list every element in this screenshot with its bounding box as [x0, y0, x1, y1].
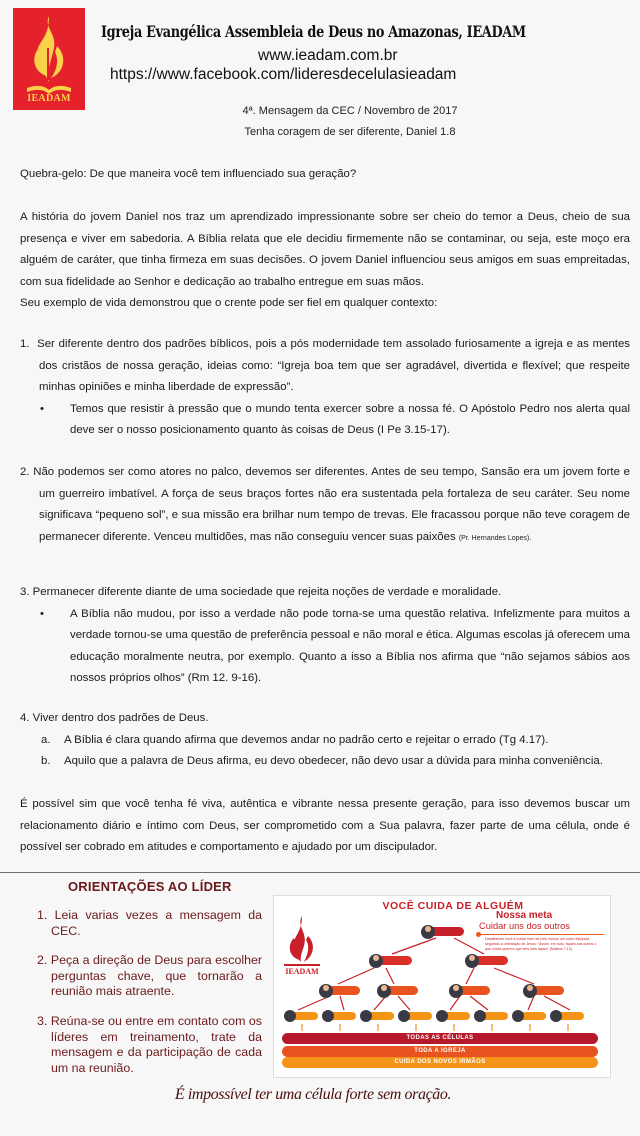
care-infographic	[273, 895, 611, 1078]
point-2-citation: (Pr. Hernandes Lopes).	[458, 534, 532, 542]
header	[0, 0, 640, 150]
level-2-nodes	[369, 954, 508, 968]
level-3-nodes	[319, 984, 564, 998]
subitem-text: Aquilo que a palavra de Deus afirma, eu devo obedecer, não devo usar a dúvida para minha conveniência.	[64, 755, 603, 768]
svg-text:IEADAM: IEADAM	[285, 967, 319, 976]
intro-lead-in: Seu exemplo de vida demonstrou que o crente pode ser fiel em qualquer contexto:	[20, 297, 438, 310]
leader-title: ORIENTAÇÕES AO LÍDER	[68, 879, 232, 894]
point-3-text	[20, 582, 630, 604]
point-2-body: Não podemos ser como atores no palco, devemos ser diferentes. Antes de seu tempo, Sansão era um jovem forte e um guerreiro imbatível. A força de seus braços fortes não era sustentada pela fortaleza de seu caráter. Seu nome significava “pequeno sol”, e sua missão era brilhar num tempo de trevas. Ele fracassou porque não teve coragem de permanecer diferente. Venceu multidões, mas não conseguiu vencer suas paixões	[33, 466, 630, 543]
leader-list	[37, 908, 262, 1090]
point-1-bullet	[20, 399, 630, 442]
goal-text: Desafiamos você a cuidar bem de pelo menos um outro discípulo, seguindo a orientação de Jesus: "Assim, em tudo, façam aos outros o que vocês querem que eles lhes façam" (Mateus 7.12)	[485, 937, 597, 951]
church-name: Igreja Evangélica Assembleia de Deus no Amazonas, IEADAM	[101, 22, 526, 41]
bullet-icon: •	[40, 607, 44, 620]
intro-paragraph	[20, 207, 630, 315]
message-title: Tenha coragem de ser diferente, Daniel 1.8	[244, 126, 456, 138]
facebook-link[interactable]: https://www.facebook.com/lideresdecelulasieadam	[110, 66, 457, 83]
level-1-node	[421, 925, 464, 939]
point-1-number: 1.	[20, 338, 30, 350]
point-2-number: 2.	[20, 466, 30, 478]
point-4-subitem-b	[20, 751, 630, 773]
point-4-subitem-a	[20, 730, 630, 752]
point-4-text	[20, 708, 630, 730]
point-1-text	[20, 334, 630, 399]
point-4-body: Viver dentro dos padrões de Deus.	[32, 712, 209, 724]
bullet-icon: •	[40, 402, 44, 415]
band-all-cells: TODAS AS CÉLULAS	[282, 1033, 598, 1044]
leader-item: 2. Peça a direção de Deus para escolher perguntas chave, que tornarão a reunião mais atraente.	[37, 953, 262, 999]
point-1-bullet-text: Temos que resistir à pressão que o mundo tenta exercer sobre a nossa fé. O Apóstolo Pedro nos alerta qual deve ser o nosso posicionamento quanto às coisas de Deus (I Pe 3.15-17).	[70, 402, 630, 437]
closing-quote: É impossível ter uma célula forte sem oração.	[174, 1086, 452, 1103]
subitem-label: a.	[41, 733, 51, 746]
point-3-bullet-text: A Bíblia não mudou, por isso a verdade não pode torna-se uma questão relativa. Infelizmente para muitos a verdade tornou-se uma questão de preferência pessoal e não moral e ética. Algumas escolas já oferecem uma educação moralmente neutra, por exemplo. Quanto a isso a Bíblia nos afirma que “não sejamos sábios aos nossos próprios olhos” (Rm 12. 9-16).	[70, 607, 630, 685]
band-connectors	[302, 1024, 568, 1031]
point-2-text	[20, 462, 630, 549]
point-3-bullet	[20, 604, 630, 690]
leader-item: 3. Reúna-se ou entre em contato com os líderes em treinamento, trate da mensagem e da participação de cada um na reunião.	[37, 1013, 262, 1075]
band-new-members: CUIDA DOS NOVOS IRMÃOS	[282, 1057, 598, 1068]
point-1	[20, 334, 630, 442]
subitem-text: A Bíblia é clara quando afirma que devemos andar no padrão certo e rejeitar o errado (Tg 4.17).	[64, 733, 549, 746]
goal-title: Nossa meta	[496, 910, 553, 921]
website-link[interactable]: www.ieadam.com.br	[258, 47, 398, 64]
intro-text: A história do jovem Daniel nos traz um aprendizado impressionante sobre ser cheio do temor a Deus, cheio de sua presença e viver em sabedoria. A Bíblia relata que ele decidiu firmemente não se contaminar, ou seja, este moço era alguém de caráter, que tinha firmeza em suas decisões. O jovem Daniel influenciou seus amigos em suas empreitadas, com sua fidelidade ao Senhor e dedicação ao trabalho entregue em suas mãos.	[20, 211, 630, 288]
point-4	[20, 708, 630, 773]
icebreaker: Quebra-gelo: De que maneira você tem influenciado sua geração?	[20, 168, 357, 180]
point-3-body: Permanecer diferente diante de uma sociedade que rejeita noções de verdade e moralidade.	[32, 586, 502, 598]
goal-subtitle: Cuidar uns dos outros	[479, 921, 570, 931]
logo-text: IEADAM	[27, 93, 71, 104]
goal-underline	[478, 934, 604, 935]
level-4-nodes	[284, 1010, 584, 1022]
band-whole-church: TODA A IGREJA	[282, 1046, 598, 1057]
discipleship-tree	[274, 896, 612, 1036]
subitem-label: b.	[41, 755, 51, 768]
point-1-body: Ser diferente dentro dos padrões bíblicos, pois a pós modernidade tem assolado furiosamente a igreja e as mentes dos cristãos de nossa geração, ideias como: “Igreja boa tem que ser agradável, divertida e flexível; que respeite minhas opiniões e minha liberdade de expressão”.	[37, 338, 630, 394]
point-3	[20, 582, 630, 690]
infographic-title: VOCÊ CUIDA DE ALGUÉM	[382, 900, 524, 912]
point-2	[20, 462, 630, 549]
conclusion: É possível sim que você tenha fé viva, autêntica e vibrante nessa presente geração, para isso devemos buscar um relacionamento diário e íntimo com Deus, ser comprometido com a Sua palavra, fazer parte de uma célula, onde é possível ser cobrado em atitudes e comportamento e ajudado por um discipulador.	[20, 798, 630, 854]
point-4-number: 4.	[20, 712, 30, 724]
infographic-logo-icon	[284, 916, 320, 976]
point-3-number: 3.	[20, 586, 30, 598]
leader-item: 1. Leia varias vezes a mensagem da CEC.	[37, 908, 262, 938]
message-number: 4ª. Mensagem da CEC / Novembro de 2017	[242, 105, 458, 117]
